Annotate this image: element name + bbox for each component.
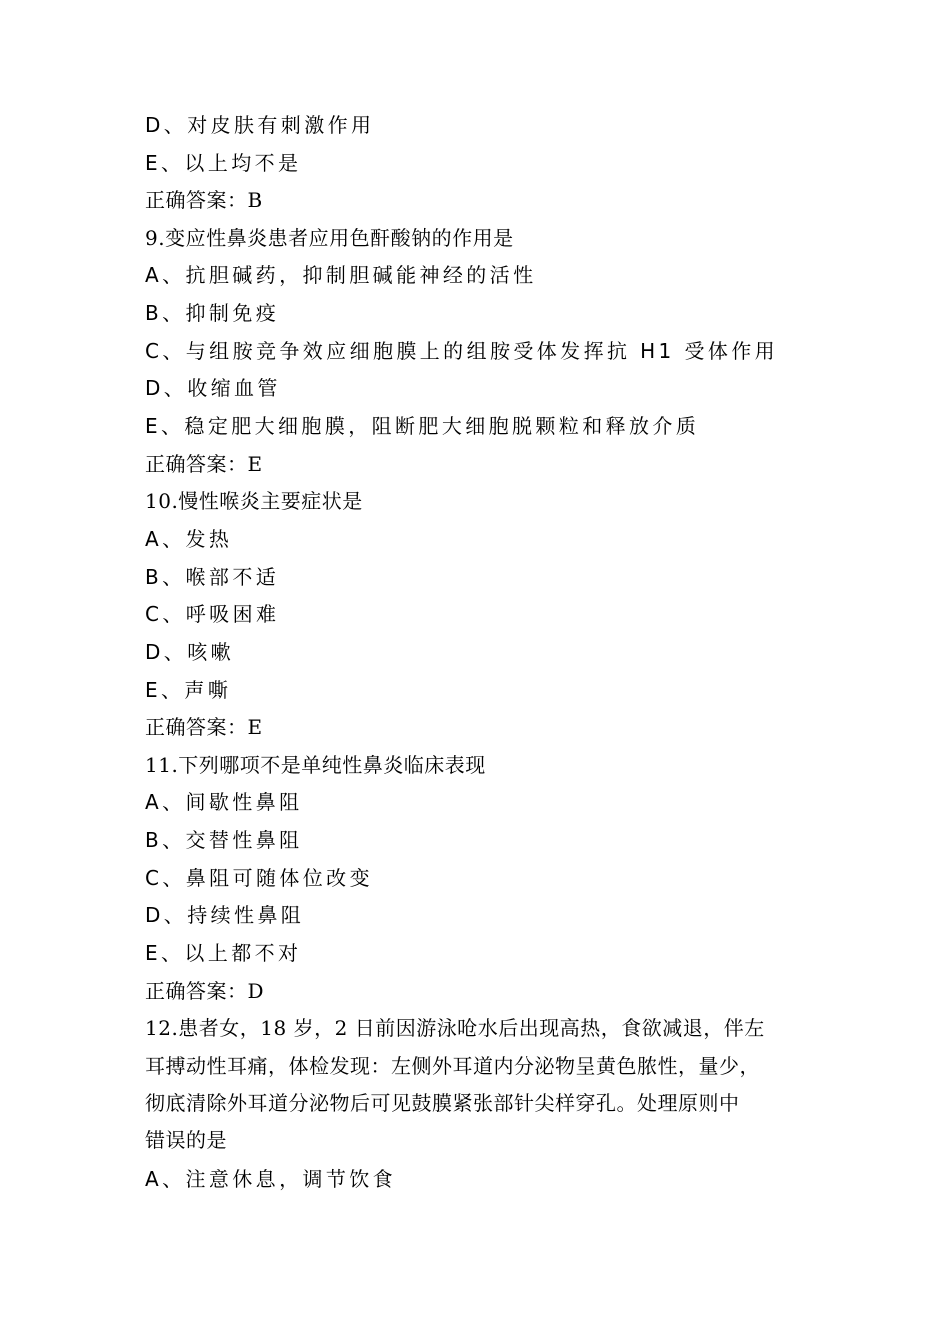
question-line: 12.患者女，18 岁，2 日前因游泳呛水后出现高热，食欲减退，伴左 <box>145 1016 765 1040</box>
option-line: A、注意休息，调节饮食 <box>145 1167 397 1191</box>
question-line: 11.下列哪项不是单纯性鼻炎临床表现 <box>145 753 486 777</box>
option-line: B、抑制免疫 <box>145 301 280 325</box>
option-line: C、呼吸困难 <box>145 602 280 626</box>
option-line: C、鼻阻可随体位改变 <box>145 866 373 890</box>
option-line: B、喉部不适 <box>145 565 280 589</box>
question-line: 彻底清除外耳道分泌物后可见鼓膜紧张部针尖样穿孔。处理原则中 <box>145 1091 740 1115</box>
option-line: C、与组胺竞争效应细胞膜上的组胺受体发挥抗 H1 受体作用 <box>145 339 779 363</box>
option-line: E、稳定肥大细胞膜，阻断肥大细胞脱颗粒和释放介质 <box>145 414 700 438</box>
option-line: D、咳嗽 <box>145 640 235 664</box>
option-line: D、对皮肤有刺激作用 <box>145 113 375 137</box>
answer-line: 正确答案：D <box>145 979 265 1003</box>
option-line: E、以上均不是 <box>145 151 302 175</box>
answer-line: 正确答案：B <box>145 188 263 212</box>
option-line: B、交替性鼻阻 <box>145 828 303 852</box>
question-line: 10.慢性喉炎主要症状是 <box>145 489 363 513</box>
option-line: E、声嘶 <box>145 678 232 702</box>
option-line: A、间歇性鼻阻 <box>145 790 303 814</box>
option-line: D、收缩血管 <box>145 376 281 400</box>
option-line: D、持续性鼻阻 <box>145 903 305 927</box>
option-line: A、发热 <box>145 527 233 551</box>
question-line: 9.变应性鼻炎患者应用色酐酸钠的作用是 <box>145 226 514 250</box>
option-line: A、抗胆碱药，抑制胆碱能神经的活性 <box>145 263 537 287</box>
question-line: 耳搏动性耳痛，体检发现：左侧外耳道内分泌物呈黄色脓性，量少， <box>145 1054 760 1078</box>
answer-line: 正确答案：E <box>145 715 263 739</box>
answer-line: 正确答案：E <box>145 452 263 476</box>
question-line: 错误的是 <box>145 1128 227 1152</box>
option-line: E、以上都不对 <box>145 941 302 965</box>
